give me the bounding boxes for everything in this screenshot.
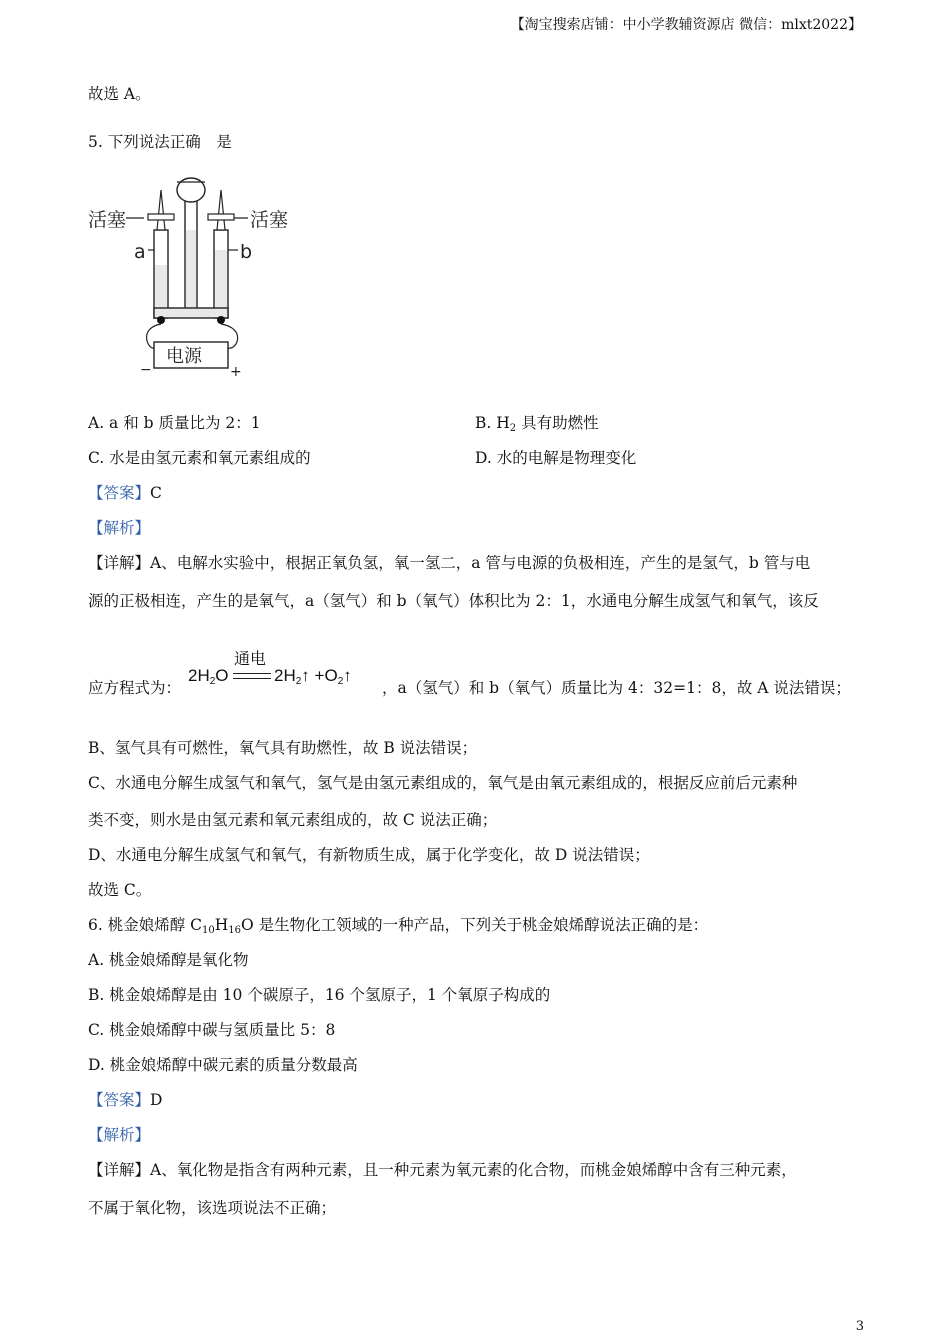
- page-number: 3: [855, 1319, 864, 1334]
- page-header: 【淘宝搜索店铺：中小学教辅资源店 微信：mlxt2022】: [510, 17, 862, 33]
- detail-5-line-7: D、水通电分解生成氢气和氧气，有新物质生成，属于化学变化，故 D 说法错误；: [88, 846, 650, 864]
- option-6c: C. 桃金娘烯醇中碳与氢质量比 5：8: [88, 1021, 336, 1039]
- option-5b: B. $H_2$ 具有助燃性: [475, 414, 599, 434]
- option-6b: B. 桃金娘烯醇是由 10 个碳原子，16 个氢原子，1 个氧原子构成的: [88, 986, 551, 1004]
- detail-5-line-6: 类不变，则水是由氢元素和氧元素组成的，故 C 说法正确；: [88, 811, 498, 829]
- detail-5-line-4: B、氢气具有可燃性，氧气具有助燃性，故 B 说法错误；: [88, 739, 478, 757]
- diagram-label-a: a: [134, 241, 146, 263]
- diagram-label-b: b: [240, 241, 253, 263]
- electrolysis-diagram: [88, 170, 308, 380]
- detail-5-line-3-prefix: 应方程式为：: [88, 679, 182, 697]
- equation-equals: [233, 673, 271, 679]
- option-5c: C. 水是由氢元素和氧元素组成的: [88, 449, 311, 467]
- diagram-power-label: 电源: [166, 346, 202, 367]
- diagram-plus: +: [230, 364, 242, 380]
- answer-6: 【答案】D: [88, 1091, 163, 1109]
- detail-6-line-1: 【详解】A、氧化物是指含有两种元素，且一种元素为氧元素的化合物，而桃金娘烯醇中含有三种元素，: [88, 1161, 797, 1179]
- answer-5: 【答案】C: [88, 484, 162, 502]
- choose-5: 故选 C。: [88, 881, 152, 899]
- option-5a: A. a 和 b 质量比为 2：1: [88, 414, 261, 432]
- diagram-label-right: 活塞: [250, 209, 289, 231]
- analysis-label-5: 【解析】: [88, 519, 151, 537]
- detail-5-line-3-suffix: ，a（氢气）和 b（氧气）质量比为 4：32=1：8，故 A 说法错误；: [382, 679, 851, 697]
- text-line: 故选 A。: [88, 85, 151, 103]
- question-6: 6. 桃金娘烯醇 $C_{10}H_{16}O$ 是生物化工领域的一种产品，下列关于桃金娘烯醇说法正确的是：: [88, 916, 709, 936]
- equation-condition: 通电: [234, 651, 267, 668]
- diagram-label-left: 活塞: [88, 209, 127, 231]
- analysis-label-6: 【解析】: [88, 1126, 151, 1144]
- question-5: 5. 下列说法正确 是: [88, 133, 232, 151]
- detail-5-line-5: C、水通电分解生成氢气和氧气，氢气是由氢元素组成的，氧气是由氧元素组成的，根据反应前后元素种: [88, 774, 798, 792]
- detail-6-line-2: 不属于氧化物，该选项说法不正确；: [88, 1199, 337, 1217]
- option-5d: D. 水的电解是物理变化: [475, 449, 637, 467]
- option-6a: A. 桃金娘烯醇是氧化物: [88, 951, 249, 969]
- detail-5-line-2: 源的正极相连，产生的是氧气，a（氢气）和 b（氧气）体积比为 2：1，水通电分解生成氢气和氧气，该反: [88, 592, 819, 610]
- diagram-minus: −: [140, 362, 152, 378]
- detail-5-line-1: 【详解】A、电解水实验中，根据正氧负氢，氧一氢二，a 管与电源的负极相连，产生的是氢气，b 管与电: [88, 554, 811, 572]
- option-6d: D. 桃金娘烯醇中碳元素的质量分数最高: [88, 1056, 358, 1074]
